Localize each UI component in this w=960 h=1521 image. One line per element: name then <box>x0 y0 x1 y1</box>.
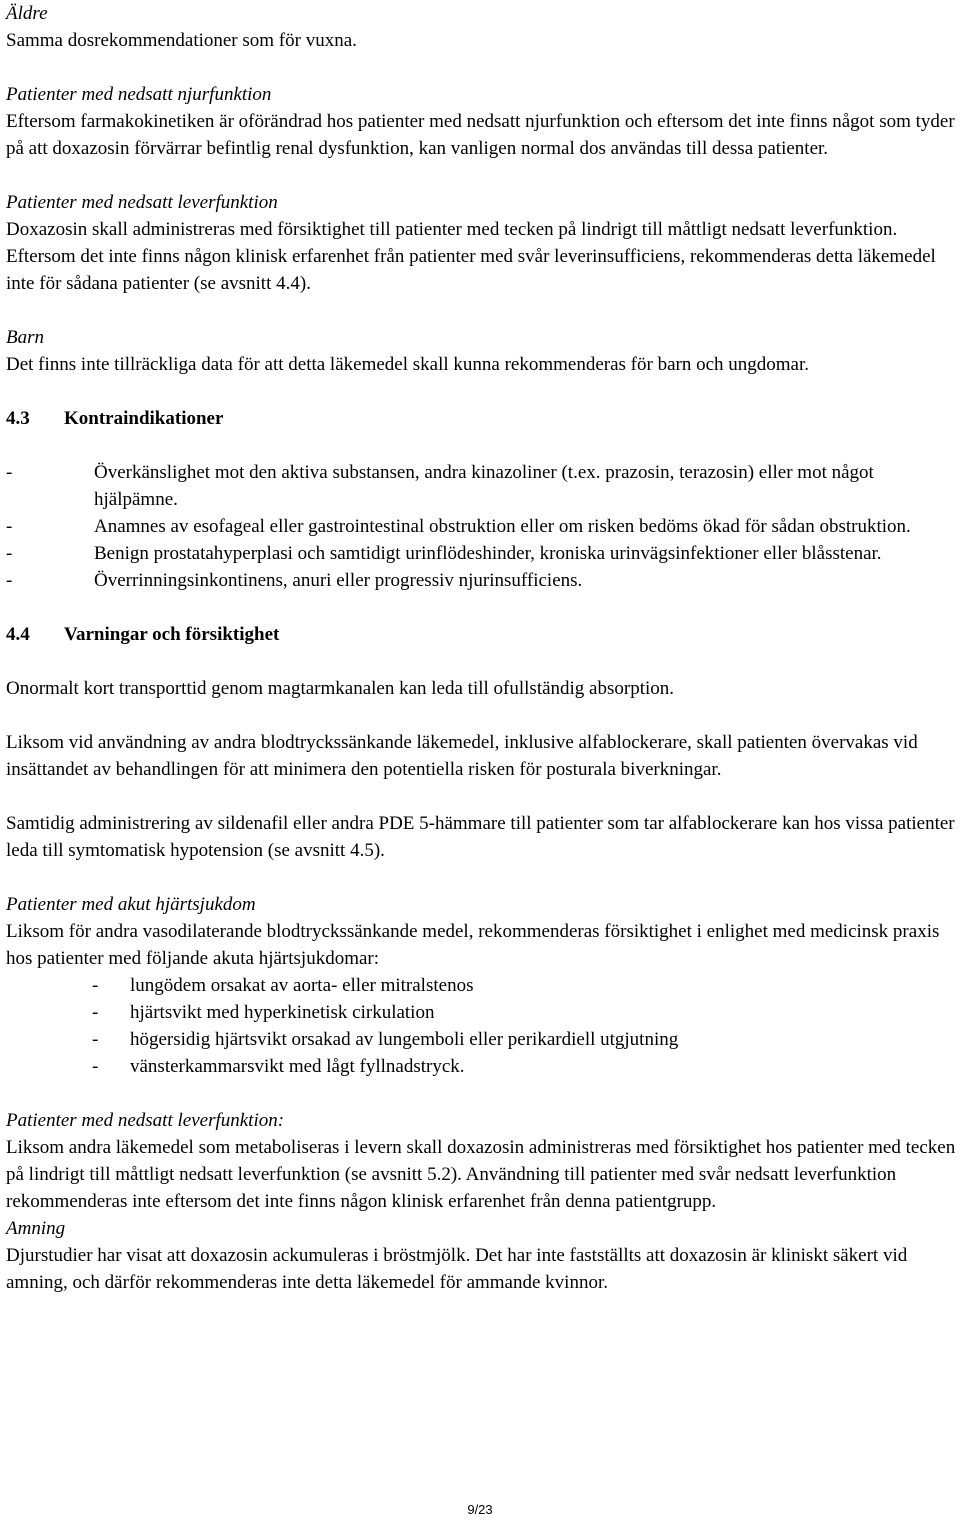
list-item: - högersidig hjärtsvikt orsakad av lungemboli eller perikardiell utgjutning <box>92 1029 679 1050</box>
cardiac-conditions-list <box>92 972 956 1080</box>
section-title: Varningar och försiktighet <box>64 624 280 645</box>
contraindications-list <box>6 459 956 594</box>
section-heading-4-4 <box>6 621 956 648</box>
section-number: 4.3 <box>6 408 30 429</box>
subheading-hepatic: Patienter med nedsatt leverfunktion <box>6 192 278 213</box>
subheading-renal: Patienter med nedsatt njurfunktion <box>6 84 272 105</box>
subheading-children: Barn <box>6 327 44 348</box>
list-item: - Anamnes av esofageal eller gastrointestinal obstruktion eller om risken bedöms ökad för sådan obstruktion. <box>6 516 911 537</box>
paragraph-hepatic-2: Liksom andra läkemedel som metaboliseras i levern skall doxazosin administreras med försiktighet hos patienter med tecken på lindrigt till måttligt nedsatt leverfunktion (se avsnitt 5.2). Användning till patienter med svår nedsatt leverfunktion rekommenderas inte eftersom det inte finns någon klinisk erfarenhet från denna patientgrupp. <box>6 1137 956 1212</box>
paragraph-breastfeeding: Djurstudier har visat att doxazosin ackumuleras i bröstmjölk. Det har inte fastställts att doxazosin är kliniskt säkert vid amning, och därför rekommenderas inte detta läkemedel för ammande kvinnor. <box>6 1245 908 1293</box>
section-number: 4.4 <box>6 624 30 645</box>
list-item: - Överrinningsinkontinens, anuri eller progressiv njurinsufficiens. <box>6 570 583 591</box>
list-item: - lungödem orsakat av aorta- eller mitralstenos <box>92 975 474 996</box>
paragraph-elderly: Samma dosrekommendationer som för vuxna. <box>6 30 357 51</box>
subheading-breastfeeding: Amning <box>6 1218 66 1239</box>
paragraph-renal: Eftersom farmakokinetiken är oförändrad hos patienter med nedsatt njurfunktion och eftersom det inte finns något som tyder på att doxazosin förvärrar befintlig renal dysfunktion, kan vanligen normal dos användas till dessa patienter. <box>6 111 955 159</box>
list-item: - vänsterkammarsvikt med lågt fyllnadstryck. <box>92 1056 465 1077</box>
section-heading-4-3 <box>6 405 956 432</box>
list-item: - Benign prostatahyperplasi och samtidigt urinflödeshinder, kroniska urinvägsinfektioner eller blåsstenar. <box>6 543 882 564</box>
paragraph-orthostatic: Liksom vid användning av andra blodtryckssänkande läkemedel, inklusive alfablockerare, skall patienten övervakas vid insättandet av behandlingen för att minimera den potentiella risken för posturala biverkningar. <box>6 732 918 780</box>
paragraph-cardiac: Liksom för andra vasodilaterande blodtryckssänkande medel, rekommenderas försiktighet i enlighet med medicinsk praxis hos patienter med följande akuta hjärtsjukdomar: <box>6 921 940 969</box>
paragraph-absorption: Onormalt kort transporttid genom magtarmkanalen kan leda till ofullständig absorption. <box>6 678 675 699</box>
paragraph-hepatic: Doxazosin skall administreras med försiktighet till patienter med tecken på lindrigt till måttligt nedsatt leverfunktion. Eftersom det inte finns någon klinisk erfarenhet från patienter med svår leverinsufficiens, rekommenderas detta läkemedel inte för sådana patienter (se avsnitt 4.4). <box>6 219 936 294</box>
paragraph-children: Det finns inte tillräckliga data för att detta läkemedel skall kunna rekommenderas för barn och ungdomar. <box>6 354 810 375</box>
document-page <box>6 0 956 1296</box>
subheading-cardiac: Patienter med akut hjärtsjukdom <box>6 894 256 915</box>
page-number: 9/23 <box>467 1502 493 1517</box>
subheading-hepatic-2: Patienter med nedsatt leverfunktion: <box>6 1110 285 1131</box>
list-item: - Överkänslighet mot den aktiva substansen, andra kinazoliner (t.ex. prazosin, terazosin) eller mot något hjälpämne. <box>6 462 874 510</box>
paragraph-pde5: Samtidig administrering av sildenafil eller andra PDE 5-hämmare till patienter som tar alfablockerare kan hos vissa patienter leda till symtomatisk hypotension (se avsnitt 4.5). <box>6 813 955 861</box>
list-item: - hjärtsvikt med hyperkinetisk cirkulation <box>92 1002 435 1023</box>
section-title: Kontraindikationer <box>64 408 224 429</box>
subheading-elderly: Äldre <box>6 3 48 24</box>
